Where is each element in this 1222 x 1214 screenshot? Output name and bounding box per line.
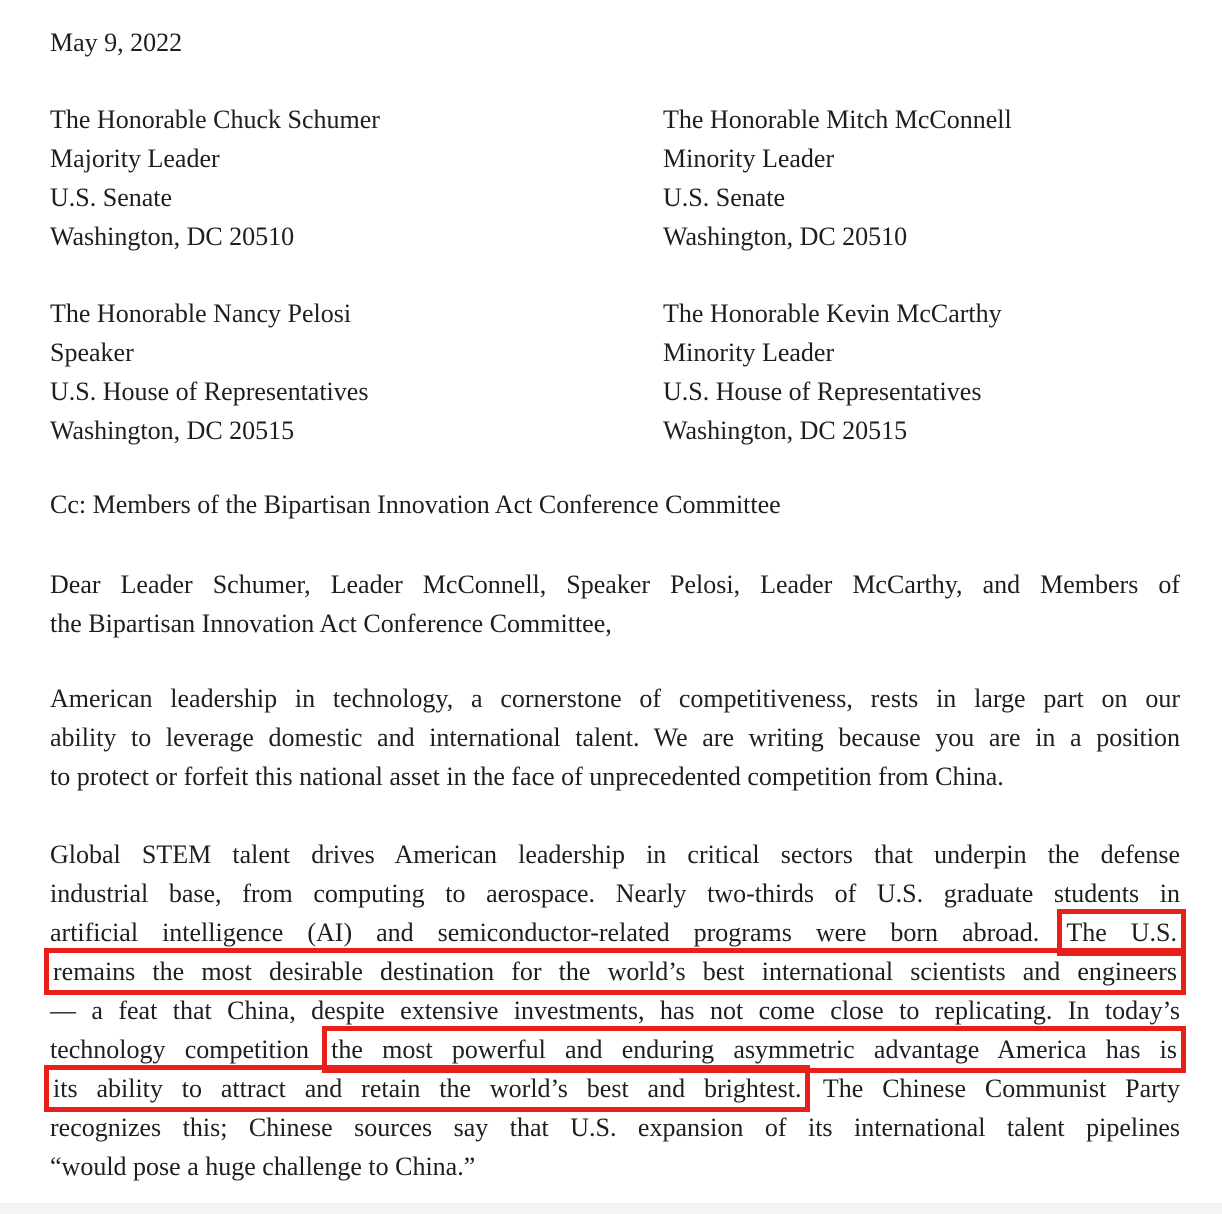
body-line xyxy=(50,952,1180,991)
body-paragraph-2 xyxy=(50,835,1180,1186)
highlight-box: The U.S. xyxy=(1063,915,1180,950)
cc-line: Cc: Members of the Bipartisan Innovation Act Conference Committee xyxy=(50,490,781,519)
body-text: Global STEM talent drives American leadership in critical sectors that underpin the defense xyxy=(50,840,1180,869)
recipient-row-2 xyxy=(50,294,1180,450)
body-line: ability to leverage domestic and international talent. We are writing because you are in a position xyxy=(50,723,1180,752)
recipient-block-mccarthy xyxy=(663,294,1180,450)
recipient-line: The Honorable Nancy Pelosi xyxy=(50,299,352,328)
recipient-block-schumer xyxy=(50,100,663,256)
recipient-line: U.S. Senate xyxy=(50,183,173,212)
body-text: The Chinese Communist Party xyxy=(804,1074,1180,1103)
recipient-block-pelosi xyxy=(50,294,663,450)
recipient-line: Washington, DC 20515 xyxy=(663,416,908,445)
highlight-box: its ability to attract and retain the world’s best and brightest. xyxy=(50,1071,804,1106)
body-text: recognizes this; Chinese sources say that U.S. expansion of its international talent pipelines xyxy=(50,1113,1180,1142)
recipient-line: The Honorable Chuck Schumer xyxy=(50,105,380,134)
recipient-line: The Honorable Mitch McConnell xyxy=(663,105,1012,134)
recipient-line: Washington, DC 20510 xyxy=(663,222,908,251)
recipient-line: Speaker xyxy=(50,338,134,367)
body-line: to protect or forfeit this national asset in the face of unprecedented competition from China. xyxy=(50,762,1004,791)
body-line xyxy=(50,874,1180,913)
recipient-line: Majority Leader xyxy=(50,144,220,173)
body-line xyxy=(50,1030,1180,1069)
body-line: American leadership in technology, a cornerstone of competitiveness, rests in large part on our xyxy=(50,684,1180,713)
body-paragraph-1 xyxy=(50,679,1180,796)
salutation-line: the Bipartisan Innovation Act Conference Committee, xyxy=(50,609,612,638)
letter-date: May 9, 2022 xyxy=(50,28,183,57)
highlight-box: the most powerful and enduring asymmetric advantage America has is xyxy=(328,1032,1180,1067)
body-line xyxy=(50,913,1180,952)
body-text: — a feat that China, despite extensive investments, has not come close to replicating. In today’s xyxy=(50,996,1180,1025)
body-line xyxy=(50,1108,1180,1147)
recipient-line: The Honorable Kevin McCarthy xyxy=(663,299,1002,328)
highlight-box: remains the most desirable destination for the world’s best international scientists and engineers xyxy=(50,954,1180,989)
body-text: industrial base, from computing to aerospace. Nearly two-thirds of U.S. graduate students in xyxy=(50,879,1180,908)
recipient-line: Minority Leader xyxy=(663,144,835,173)
bottom-band xyxy=(0,1203,1222,1214)
recipient-line: U.S. House of Representatives xyxy=(50,377,369,406)
body-line xyxy=(50,835,1180,874)
body-line xyxy=(50,991,1180,1030)
recipient-line: U.S. House of Representatives xyxy=(663,377,982,406)
recipient-row-1 xyxy=(50,100,1180,256)
recipient-block-mcconnell xyxy=(663,100,1180,256)
body-text: artificial intelligence (AI) and semiconductor-related programs were born abroad. xyxy=(50,918,1064,947)
recipient-line: Washington, DC 20510 xyxy=(50,222,295,251)
salutation xyxy=(50,565,1180,643)
recipient-line: U.S. Senate xyxy=(663,183,786,212)
body-text: technology competition xyxy=(50,1035,329,1064)
salutation-line: Dear Leader Schumer, Leader McConnell, Speaker Pelosi, Leader McCarthy, and Members of xyxy=(50,570,1180,599)
body-line xyxy=(50,1069,1180,1108)
body-text: “would pose a huge challenge to China.” xyxy=(50,1152,476,1181)
recipient-line: Minority Leader xyxy=(663,338,835,367)
body-line xyxy=(50,1147,1180,1186)
recipient-line: Washington, DC 20515 xyxy=(50,416,295,445)
